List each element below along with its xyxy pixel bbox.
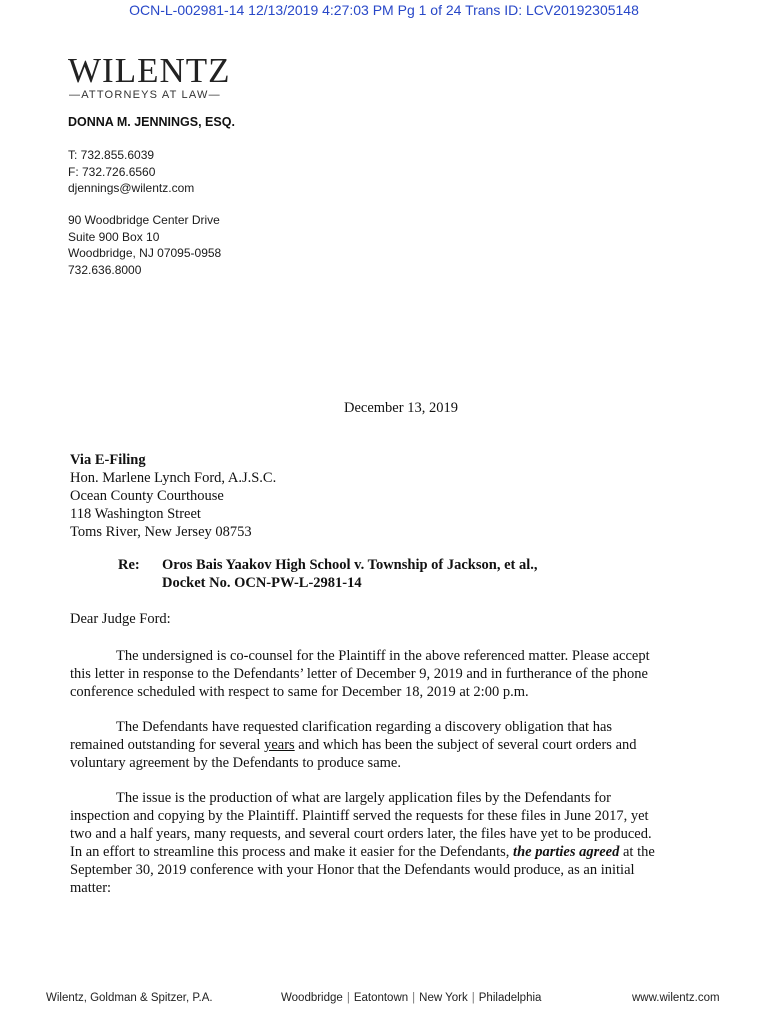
paragraph-line: two and a half years, many requests, and several court orders later, the files have yet to be produced. [70, 826, 652, 842]
re-docket-number: Docket No. OCN-PW-L-2981-14 [162, 575, 362, 591]
office-name: New York [419, 992, 468, 1004]
salutation: Dear Judge Ford: [70, 611, 171, 627]
underlined-text: years [264, 737, 295, 753]
text-run: In an effort to streamline this process and make it easier for the Defendants, [70, 844, 514, 860]
sender-phone: T: 732.855.6039 [68, 148, 155, 162]
office-name: Eatontown [353, 992, 409, 1004]
paragraph-line: The issue is the production of what are largely application files by the Defendants for [116, 790, 611, 806]
text-run: remained outstanding for several [70, 737, 265, 753]
address-line: Suite 900 Box 10 [68, 229, 160, 244]
paragraph-line: The undersigned is co-counsel for the Plaintiff in the above referenced matter. Please accept [116, 648, 650, 664]
sender-address [68, 212, 221, 278]
recipient-line: Hon. Marlene Lynch Ford, A.J.S.C. [70, 470, 277, 486]
office-name: Woodbridge [281, 992, 343, 1004]
paragraph-line: matter: [70, 880, 112, 896]
paragraph-1 [70, 647, 710, 701]
footer-offices [281, 992, 541, 1004]
delivery-method: Via E-Filing [70, 452, 146, 468]
footer-firm-name: Wilentz, Goldman & Spitzer, P.A. [46, 992, 213, 1004]
text-run: at the [619, 844, 655, 860]
paragraph-line: voluntary agreement by the Defendants to produce same. [70, 755, 401, 771]
emphasized-text: the parties agreed [513, 844, 620, 860]
recipient-line: Ocean County Courthouse [70, 488, 224, 504]
divider: | [471, 992, 475, 1004]
firm-logo [68, 52, 250, 101]
recipient-block [70, 451, 276, 541]
footer [0, 992, 768, 1012]
office-name: Philadelphia [478, 992, 542, 1004]
firm-tagline: —ATTORNEYS AT LAW— [69, 89, 221, 101]
re-subject [162, 556, 538, 592]
paragraph-line: conference scheduled with respect to same for December 18, 2019 at 2:00 p.m. [70, 684, 529, 700]
paragraph-line [70, 843, 710, 861]
sender-contact [68, 147, 194, 197]
paragraph-line: inspection and copying by the Plaintiff. Plaintiff served the requests for these files in June 2017, yet [70, 808, 649, 824]
paragraph-line: September 30, 2019 conference with your Honor that the Defendants would produce, as an initial [70, 862, 635, 878]
divider: | [412, 992, 416, 1004]
letter-date: December 13, 2019 [344, 400, 458, 416]
text-run: and which has been the subject of several court orders and [294, 737, 637, 753]
address-phone: 732.636.8000 [68, 262, 142, 277]
paragraph-line: this letter in response to the Defendants’ letter of December 9, 2019 and in furtherance of the phone [70, 666, 648, 682]
paragraph-3 [70, 789, 710, 897]
re-label: Re: [118, 557, 140, 573]
filing-stamp: OCN-L-002981-14 12/13/2019 4:27:03 PM Pg 1 of 24 Trans ID: LCV20192305148 [129, 2, 639, 18]
recipient-line: Toms River, New Jersey 08753 [70, 524, 252, 540]
address-line: Woodbridge, NJ 07095-0958 [68, 246, 222, 260]
paragraph-line: The Defendants have requested clarification regarding a discovery obligation that has [116, 719, 613, 735]
address-line: 90 Woodbridge Center Drive [68, 213, 220, 227]
divider: | [346, 992, 350, 1004]
firm-name: WILENTZ [68, 51, 231, 90]
footer-website-link[interactable]: www.wilentz.com [632, 992, 720, 1004]
sender-fax: F: 732.726.6560 [68, 164, 156, 179]
sender-name: DONNA M. JENNINGS, ESQ. [68, 115, 235, 129]
re-case-caption: Oros Bais Yaakov High School v. Township of Jackson, et al., [162, 557, 538, 573]
paragraph-2 [70, 718, 710, 772]
paragraph-line [70, 736, 710, 754]
sender-name-block [68, 115, 235, 129]
sender-email: djennings@wilentz.com [68, 181, 195, 195]
recipient-line: 118 Washington Street [70, 506, 201, 522]
